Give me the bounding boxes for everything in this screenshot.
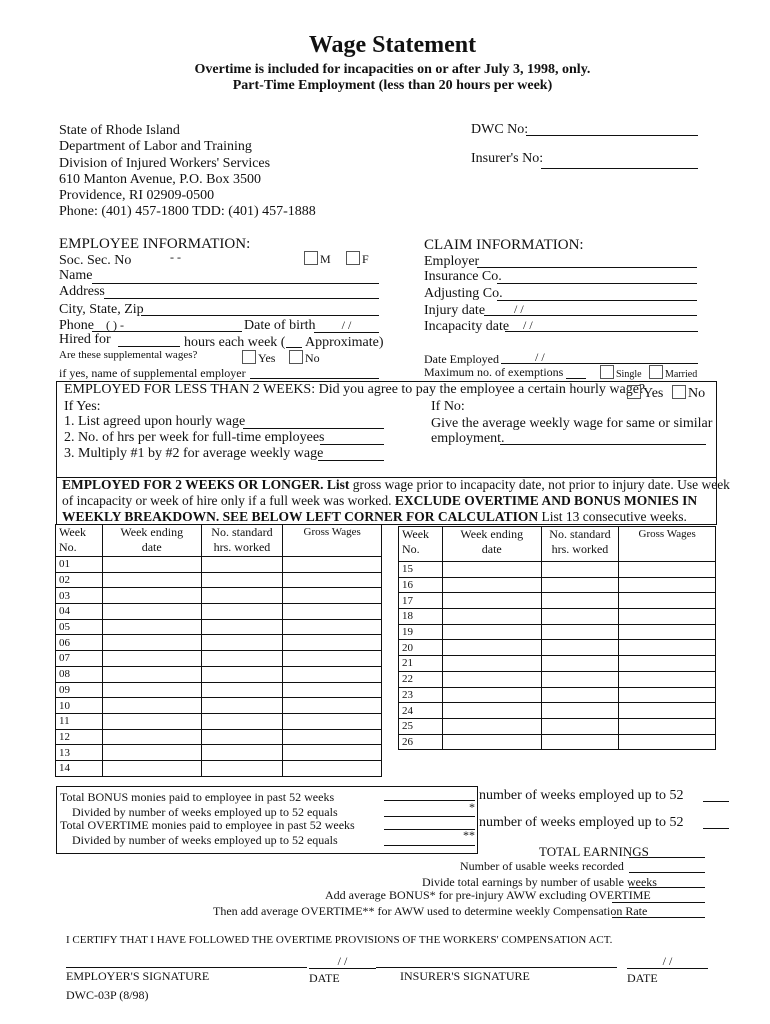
col-gross-wages: Gross Wages xyxy=(619,527,716,562)
phone-label: Phone xyxy=(59,318,94,333)
similar-employment-text-2: employment. xyxy=(431,431,505,446)
supplemental-no[interactable] xyxy=(289,350,320,366)
avg-bonus-field[interactable] xyxy=(384,816,475,817)
supplemental-question: Are these supplemental wages? xyxy=(59,349,198,361)
supplemental-employer-label: if yes, name of supplemental employer xyxy=(59,366,246,380)
col-week-ending: Week ending date xyxy=(102,525,201,557)
week-row xyxy=(56,760,382,776)
week-ending-cell[interactable] xyxy=(102,729,201,745)
gross-wages-cell[interactable] xyxy=(283,572,382,588)
week-ending-cell[interactable] xyxy=(102,635,201,651)
usable-weeks-label: Number of usable weeks recorded xyxy=(460,859,624,873)
week-row xyxy=(56,745,382,761)
sex-male-option[interactable] xyxy=(304,251,331,267)
week-ending-cell[interactable] xyxy=(102,604,201,620)
address-line: State of Rhode Island xyxy=(59,123,180,138)
standard-hrs-cell[interactable] xyxy=(541,593,619,609)
standard-hrs-cell[interactable] xyxy=(201,572,283,588)
hours-per-week-item: 2. No. of hrs per week for full-time employees xyxy=(64,430,325,445)
standard-hrs-cell[interactable] xyxy=(541,656,619,672)
gross-wages-cell[interactable] xyxy=(283,619,382,635)
no-label: No xyxy=(305,351,320,365)
week-number: 01 xyxy=(56,557,103,573)
instructions-text: List 13 consecutive weeks. xyxy=(538,509,687,524)
supplemental-employer-field[interactable] xyxy=(250,378,379,379)
add-bonus-field[interactable] xyxy=(612,902,705,903)
address-block xyxy=(59,123,316,221)
employee-heading: EMPLOYEE INFORMATION: xyxy=(59,236,251,252)
week-number: 21 xyxy=(399,656,443,672)
name-field[interactable] xyxy=(92,283,379,284)
insurer-date-field[interactable] xyxy=(627,954,708,969)
gross-wages-cell[interactable] xyxy=(283,588,382,604)
week-row xyxy=(56,651,382,667)
gross-wages-cell[interactable] xyxy=(283,682,382,698)
dob-label: Date of birth xyxy=(244,318,316,333)
standard-hrs-cell[interactable] xyxy=(541,609,619,625)
gross-wages-cell[interactable] xyxy=(283,729,382,745)
week-number: 17 xyxy=(399,593,443,609)
bonus-divided-label: Divided by number of weeks employed up to 52 equals xyxy=(72,805,338,819)
week-row xyxy=(56,682,382,698)
standard-hrs-cell[interactable] xyxy=(201,651,283,667)
week-number: 14 xyxy=(56,760,103,776)
hourly-wage-no[interactable] xyxy=(672,385,705,402)
married-label: Married xyxy=(665,369,698,380)
single-label: Single xyxy=(616,369,642,380)
checkbox-icon xyxy=(649,365,663,379)
yes-label: Yes xyxy=(643,386,664,401)
standard-hrs-cell[interactable] xyxy=(201,729,283,745)
injury-date-field[interactable] xyxy=(484,302,697,316)
col-week-ending: Week ending date xyxy=(442,527,541,562)
employer-field[interactable] xyxy=(477,267,697,268)
week-row xyxy=(399,640,716,656)
insurer-date-label: DATE xyxy=(627,971,658,985)
col-gross-wages: Gross Wages xyxy=(283,525,382,557)
gross-wages-cell[interactable] xyxy=(619,671,716,687)
hours-per-week-field[interactable] xyxy=(320,444,384,445)
week-row xyxy=(56,619,382,635)
gross-wages-cell[interactable] xyxy=(283,557,382,573)
address-line: Phone: (401) 457-1800 TDD: (401) 457-1888 xyxy=(59,204,316,220)
week-row xyxy=(399,562,716,578)
week-number: 18 xyxy=(399,609,443,625)
if-no-label: If No: xyxy=(431,399,465,414)
gross-wages-cell[interactable] xyxy=(283,698,382,714)
total-overtime-field[interactable] xyxy=(384,829,475,830)
gross-wages-cell[interactable] xyxy=(619,718,716,734)
bonus-star: * xyxy=(469,800,475,814)
address-line: Department of Labor and Training xyxy=(59,139,252,155)
week-number: 15 xyxy=(399,562,443,578)
dob-format: / / xyxy=(341,318,352,332)
soc-sec-label: Soc. Sec. No xyxy=(59,253,132,268)
insurance-field[interactable] xyxy=(497,283,697,284)
week-row xyxy=(399,687,716,703)
usable-weeks-field[interactable] xyxy=(629,872,705,873)
week-ending-cell[interactable] xyxy=(102,713,201,729)
employer-date-label: DATE xyxy=(309,971,340,985)
dob-field[interactable] xyxy=(314,318,379,333)
divide-earnings-label: Divide total earnings by number of usable weeks xyxy=(422,875,657,889)
instructions-text: gross wage prior to incapacity date, not prior to injury date. Use week xyxy=(349,477,730,492)
overtime-weeks-label: number of weeks employed up to 52 xyxy=(479,815,684,830)
week-ending-cell[interactable] xyxy=(102,760,201,776)
phone-format: ( ) - xyxy=(106,318,124,332)
address-field[interactable] xyxy=(104,298,379,299)
no-label: No xyxy=(688,386,706,401)
adjusting-field[interactable] xyxy=(497,300,697,301)
week-ending-cell[interactable] xyxy=(102,745,201,761)
gross-wages-cell[interactable] xyxy=(283,745,382,761)
gross-wages-cell[interactable] xyxy=(619,703,716,719)
hourly-wage-field[interactable] xyxy=(243,428,384,429)
week-number: 02 xyxy=(56,572,103,588)
incapacity-date-label: Incapacity date xyxy=(424,319,510,334)
exemptions-field[interactable] xyxy=(566,378,586,379)
week-ending-cell[interactable] xyxy=(442,624,541,640)
subtitle-parttime: Part-Time Employment (less than 20 hours per week) xyxy=(232,78,553,93)
approx-field[interactable] xyxy=(286,347,302,348)
week-number: 13 xyxy=(56,745,103,761)
standard-hrs-cell[interactable] xyxy=(541,577,619,593)
soc-sec-field[interactable]: - - xyxy=(170,250,181,264)
week-number: 05 xyxy=(56,619,103,635)
week-ending-cell[interactable] xyxy=(102,572,201,588)
insurer-no-field[interactable] xyxy=(541,168,698,169)
week-number: 12 xyxy=(56,729,103,745)
weekly-wages-table-left xyxy=(55,524,382,777)
week-row xyxy=(399,734,716,750)
gross-wages-cell[interactable] xyxy=(283,651,382,667)
total-earnings-label: TOTAL EARNINGS xyxy=(539,844,649,859)
if-yes-label: If Yes: xyxy=(64,399,101,414)
multiply-item: 3. Multiply #1 by #2 for average weekly wage xyxy=(64,446,324,461)
week-row xyxy=(399,624,716,640)
standard-hrs-cell[interactable] xyxy=(201,619,283,635)
standard-hrs-cell[interactable] xyxy=(541,562,619,578)
standard-hrs-cell[interactable] xyxy=(201,682,283,698)
week-number: 11 xyxy=(56,713,103,729)
insurance-label: Insurance Co. xyxy=(424,269,502,284)
standard-hrs-cell[interactable] xyxy=(201,713,283,729)
standard-hrs-cell[interactable] xyxy=(201,604,283,620)
hired-for-label: Hired for xyxy=(59,332,111,347)
week-row xyxy=(399,703,716,719)
week-ending-cell[interactable] xyxy=(102,588,201,604)
week-number: 26 xyxy=(399,734,443,750)
bonus-weeks-field[interactable] xyxy=(703,801,729,802)
week-number: 04 xyxy=(56,604,103,620)
name-label: Name xyxy=(59,268,93,283)
instructions-line-2 xyxy=(62,493,697,509)
standard-hrs-cell[interactable] xyxy=(541,718,619,734)
standard-hrs-cell[interactable] xyxy=(201,760,283,776)
week-number: 08 xyxy=(56,666,103,682)
week-ending-cell[interactable] xyxy=(442,609,541,625)
city-label: City, State, Zip xyxy=(59,302,144,317)
add-bonus-label: Add average BONUS* for pre-injury AWW excluding OVERTIME xyxy=(325,888,651,902)
checkbox-icon xyxy=(627,385,641,399)
similar-employment-text: Give the average weekly wage for same or similar xyxy=(431,416,713,431)
add-overtime-field[interactable] xyxy=(612,917,705,918)
address-label: Address xyxy=(59,284,105,299)
week-row xyxy=(56,557,382,573)
standard-hrs-cell[interactable] xyxy=(541,640,619,656)
total-overtime-label: Total OVERTIME monies paid to employee in past 52 weeks xyxy=(60,818,355,832)
similar-employment-field[interactable] xyxy=(500,444,706,445)
address-line: Division of Injured Workers' Services xyxy=(59,155,271,171)
week-ending-cell[interactable] xyxy=(102,619,201,635)
dwc-no-label: DWC No: xyxy=(471,122,529,137)
week-row xyxy=(56,729,382,745)
week-ending-cell[interactable] xyxy=(102,651,201,667)
hours-each-week-label: hours each week ( xyxy=(184,335,286,350)
instructions-text: of incapacity or week of hire only if a full week was worked. xyxy=(62,493,395,508)
checkbox-icon xyxy=(600,365,614,379)
week-number: 10 xyxy=(56,698,103,714)
standard-hrs-cell[interactable] xyxy=(201,666,283,682)
week-row xyxy=(56,604,382,620)
form-id: DWC-03P (8/98) xyxy=(66,988,149,1002)
gross-wages-cell[interactable] xyxy=(619,687,716,703)
city-field[interactable] xyxy=(141,315,379,316)
date-employed-field[interactable] xyxy=(501,350,698,364)
standard-hrs-cell[interactable] xyxy=(541,703,619,719)
gross-wages-cell[interactable] xyxy=(283,666,382,682)
week-row xyxy=(399,718,716,734)
married-option[interactable] xyxy=(649,365,697,380)
checkbox-icon xyxy=(242,350,256,364)
standard-hrs-cell[interactable] xyxy=(541,687,619,703)
week-row xyxy=(399,593,716,609)
week-ending-cell[interactable] xyxy=(442,671,541,687)
gross-wages-cell[interactable] xyxy=(619,734,716,750)
col-week-no: Week No. xyxy=(399,527,443,562)
instructions-bold: EMPLOYED FOR 2 WEEKS OR LONGER. List xyxy=(62,477,350,492)
yes-label: Yes xyxy=(258,351,276,365)
week-number: 23 xyxy=(399,687,443,703)
hired-hours-field[interactable] xyxy=(118,346,180,347)
instructions-bold: WEEKLY BREAKDOWN. SEE BELOW LEFT CORNER FOR CALCULATION xyxy=(62,509,539,524)
gross-wages-cell[interactable] xyxy=(283,760,382,776)
hourly-wage-question: EMPLOYED FOR LESS THAN 2 WEEKS: Did you agree to pay the employee a certain hourly wage? xyxy=(64,382,646,397)
week-number: 19 xyxy=(399,624,443,640)
week-row xyxy=(399,671,716,687)
standard-hrs-cell[interactable] xyxy=(541,624,619,640)
dwc-no-field[interactable] xyxy=(526,135,698,136)
injury-date-label: Injury date xyxy=(424,303,486,318)
phone-field[interactable] xyxy=(92,318,242,332)
week-row xyxy=(399,609,716,625)
standard-hrs-cell[interactable] xyxy=(201,588,283,604)
gross-wages-cell[interactable] xyxy=(283,604,382,620)
checkbox-icon xyxy=(346,251,360,265)
date-employed-label: Date Employed xyxy=(424,352,499,366)
week-row xyxy=(56,635,382,651)
injury-date-format: / / xyxy=(514,302,524,316)
week-number: 07 xyxy=(56,651,103,667)
week-ending-cell[interactable] xyxy=(102,557,201,573)
female-label: F xyxy=(362,252,369,266)
exemptions-label: Maximum no. of exemptions xyxy=(424,365,564,379)
sex-female-option[interactable] xyxy=(346,251,369,267)
week-ending-cell[interactable] xyxy=(442,734,541,750)
employer-date-field[interactable] xyxy=(309,954,376,969)
adjusting-label: Adjusting Co. xyxy=(424,286,503,301)
employer-signature-field[interactable] xyxy=(66,967,307,968)
week-row xyxy=(56,572,382,588)
standard-hrs-cell[interactable] xyxy=(201,557,283,573)
week-number: 09 xyxy=(56,682,103,698)
incapacity-date-format: / / xyxy=(523,318,533,332)
date-format: / / xyxy=(337,954,348,968)
week-number: 16 xyxy=(399,577,443,593)
address-line: 610 Manton Avenue, P.O. Box 3500 xyxy=(59,171,261,187)
standard-hrs-cell[interactable] xyxy=(201,698,283,714)
employer-signature-label: EMPLOYER'S SIGNATURE xyxy=(66,969,210,983)
date-format: / / xyxy=(662,954,673,968)
checkbox-icon xyxy=(289,350,303,364)
standard-hrs-cell[interactable] xyxy=(541,671,619,687)
week-ending-cell[interactable] xyxy=(102,666,201,682)
bonus-weeks-label: number of weeks employed up to 52 xyxy=(479,788,684,803)
overtime-divided-label: Divided by number of weeks employed up to 52 equals xyxy=(72,833,338,847)
week-ending-cell[interactable] xyxy=(442,656,541,672)
standard-hrs-cell[interactable] xyxy=(201,745,283,761)
week-ending-cell[interactable] xyxy=(102,682,201,698)
page-title: Wage Statement xyxy=(308,32,477,58)
gross-wages-cell[interactable] xyxy=(619,593,716,609)
col-standard-hrs: No. standard hrs. worked xyxy=(541,527,619,562)
single-option[interactable] xyxy=(600,365,642,380)
col-week-no: Week No. xyxy=(56,525,103,557)
week-row xyxy=(56,666,382,682)
overtime-double-star: ** xyxy=(463,828,475,842)
week-ending-cell[interactable] xyxy=(442,640,541,656)
week-row xyxy=(56,588,382,604)
gross-wages-cell[interactable] xyxy=(619,562,716,578)
gross-wages-cell[interactable] xyxy=(619,624,716,640)
week-ending-cell[interactable] xyxy=(442,703,541,719)
week-row xyxy=(56,698,382,714)
week-ending-cell[interactable] xyxy=(442,718,541,734)
week-row xyxy=(56,713,382,729)
overtime-weeks-field[interactable] xyxy=(703,828,729,829)
week-ending-cell[interactable] xyxy=(442,687,541,703)
gross-wages-cell[interactable] xyxy=(619,609,716,625)
week-number: 24 xyxy=(399,703,443,719)
gross-wages-cell[interactable] xyxy=(619,656,716,672)
insurer-signature-label: INSURER'S SIGNATURE xyxy=(400,969,530,983)
supplemental-yes[interactable] xyxy=(242,350,275,366)
checkbox-icon xyxy=(672,385,686,399)
week-ending-cell[interactable] xyxy=(442,593,541,609)
total-bonus-field[interactable] xyxy=(384,800,475,801)
week-number: 22 xyxy=(399,671,443,687)
address-line: Providence, RI 02909-0500 xyxy=(59,188,215,204)
add-overtime-label: Then add average OVERTIME** for AWW used to determine weekly Compensation Rate xyxy=(213,904,648,918)
incapacity-date-field[interactable] xyxy=(505,318,698,332)
standard-hrs-cell[interactable] xyxy=(541,734,619,750)
male-label: M xyxy=(320,252,331,266)
average-weekly-wage-field[interactable] xyxy=(318,460,384,461)
insurer-signature-field[interactable] xyxy=(376,967,617,968)
gross-wages-cell[interactable] xyxy=(619,640,716,656)
certification-statement: I CERTIFY THAT I HAVE FOLLOWED THE OVERTIME PROVISIONS OF THE WORKERS' COMPENSATION ACT. xyxy=(66,934,613,946)
hourly-wage-item: 1. List agreed upon hourly wage xyxy=(64,414,246,429)
checkbox-icon xyxy=(304,251,318,265)
total-earnings-field[interactable] xyxy=(629,857,705,858)
avg-overtime-field[interactable] xyxy=(384,845,475,846)
date-employed-format: / / xyxy=(535,350,545,364)
week-number: 06 xyxy=(56,635,103,651)
gross-wages-cell[interactable] xyxy=(619,577,716,593)
week-number: 25 xyxy=(399,718,443,734)
instructions-bold: EXCLUDE OVERTIME AND BONUS MONIES IN xyxy=(394,493,698,508)
week-row xyxy=(399,656,716,672)
standard-hrs-cell[interactable] xyxy=(201,635,283,651)
instructions-line-1 xyxy=(62,477,730,493)
week-number: 03 xyxy=(56,588,103,604)
instructions-line-3 xyxy=(62,509,687,525)
weekly-wages-table-right xyxy=(398,526,716,750)
gross-wages-cell[interactable] xyxy=(283,635,382,651)
claim-heading: CLAIM INFORMATION: xyxy=(424,237,584,253)
col-standard-hrs: No. standard hrs. worked xyxy=(201,525,283,557)
week-row xyxy=(399,577,716,593)
employer-label: Employer xyxy=(424,254,480,269)
week-ending-cell[interactable] xyxy=(102,698,201,714)
hourly-wage-yes[interactable] xyxy=(627,385,663,402)
subtitle-overtime: Overtime is included for incapacities on or after July 3, 1998, only. xyxy=(194,62,591,77)
week-ending-cell[interactable] xyxy=(442,562,541,578)
week-number: 20 xyxy=(399,640,443,656)
week-ending-cell[interactable] xyxy=(442,577,541,593)
total-bonus-label: Total BONUS monies paid to employee in past 52 weeks xyxy=(60,790,335,804)
approximate-label: Approximate) xyxy=(305,335,384,350)
gross-wages-cell[interactable] xyxy=(283,713,382,729)
insurer-no-label: Insurer's No: xyxy=(471,151,544,166)
